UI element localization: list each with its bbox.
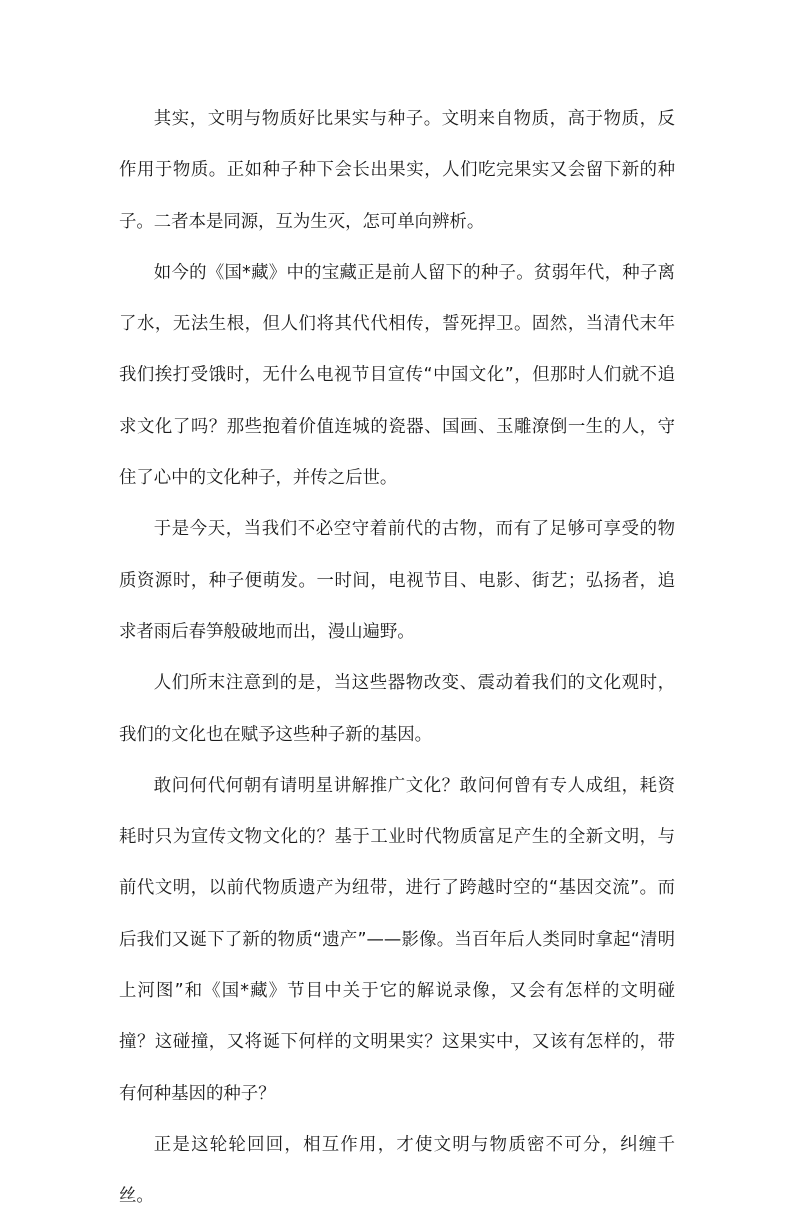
paragraph-2: 如今的《国*藏》中的宝藏正是前人留下的种子。贫弱年代，种子离了水，无法生根，但人们将其代代相传，誓死捍卫。固然，当清代末年我们挨打受饿时，无什么电视节目宣传“中国文化”，但那时人们就不追求文化了吗？那些抱着价值连城的瓷器、国画、玉雕潦倒一生的人，守住了心中的文化种子，并传之后世。 [119, 262, 675, 489]
paragraph-6: 正是这轮轮回回，相互作用，才使文明与物质密不可分，纠缠千丝。 [119, 1134, 675, 1207]
paragraph-5: 敢问何代何朝有请明星讲解推广文化？敢问何曾有专人成组，耗资耗时只为宣传文物文化的？基于工业时代物质富足产生的全新文明，与前代文明，以前代物质遗产为纽带，进行了跨越时空的“基因交流”。而后我们又诞下了新的物质“遗产”——影像。当百年后人类同时拿起“清明上河图”和《国*藏》节目中关于它的解说录像，又会有怎样的文明碰撞？这碰撞，又将诞下何样的文明果实？这果实中，又该有怎样的，带有何种基因的种子？ [119, 775, 675, 1104]
paragraph-4: 人们所末注意到的是，当这些器物改变、震动着我们的文化观时，我们的文化也在赋予这些种子新的基因。 [119, 673, 675, 745]
paragraph-3: 于是今天，当我们不必空守着前代的古物，而有了足够可享受的物质资源时，种子便萌发。一时间，电视节目、电影、街艺；弘扬者，追求者雨后春笋般破地而出，漫山遍野。 [119, 519, 675, 642]
essay-body [119, 94, 675, 1223]
paragraph-1: 其实，文明与物质好比果实与种子。文明来自物质，高于物质，反作用于物质。正如种子种下会长出果实，人们吃完果实又会留下新的种子。二者本是同源，互为生灭，怎可单向辨析。 [119, 109, 675, 232]
